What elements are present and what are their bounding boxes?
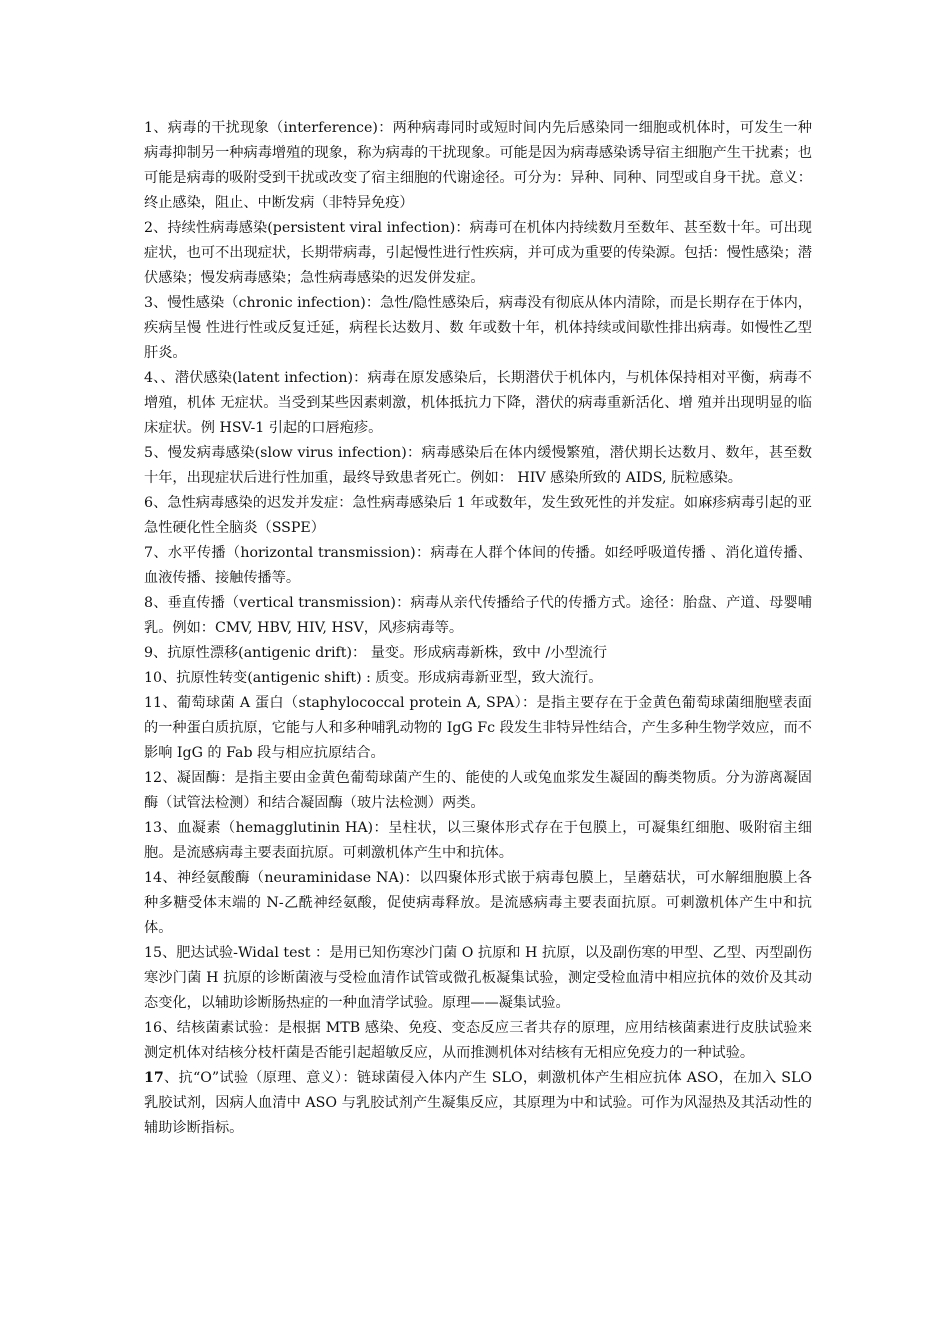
entry-text: 、病毒的干扰现象（interference)：两种病毒同时或短时间内先后感染同一细胞或机体时，可发生一种病毒抑制另一种病毒增殖的现象，称为病毒的干扰现象。可能是因为病毒感染诱导宿主细胞产生干扰素；也可能是病毒的吸附受到干扰或改变了宿主细胞的代谢途径。可分为：异种、同种、同型或自身干扰。意义：终止感染，阻止、中断发病（非特异免疫） xyxy=(144,120,812,211)
entry-number: 17 xyxy=(144,1070,164,1086)
entry-2 xyxy=(144,216,812,291)
entry-number: 12 xyxy=(144,770,163,786)
entry-number: 14 xyxy=(144,870,163,886)
entry-8 xyxy=(144,591,812,641)
entry-14 xyxy=(144,866,812,941)
entry-text: 、凝固酶：是指主要由金黄色葡萄球菌产生的、能使的人或兔血浆发生凝固的酶类物质。分为游离凝固酶（试管法检测）和结合凝固酶（玻片法检测）两类。 xyxy=(144,770,812,811)
entry-text: 、抗原性漂移(antigenic drift)： 量变。形成病毒新株，致中 /小型流行 xyxy=(153,645,608,661)
entry-number: 9 xyxy=(144,645,154,661)
entry-3 xyxy=(144,291,812,366)
entry-number: 13 xyxy=(144,820,163,836)
entry-number: 16 xyxy=(144,1020,163,1036)
entry-16 xyxy=(144,1016,812,1066)
entry-17 xyxy=(144,1066,812,1141)
entry-text: 、抗“O”试验（原理、意义）：链球菌侵入体内产生 SLO，刺激机体产生相应抗体 ASO，在加入 SLO 乳胶试剂，因病人血清中 ASO 与乳胶试剂产生凝集反应，其原理为中和试验。可作为风湿热及其活动性的辅助诊断指标。 xyxy=(144,1070,812,1136)
entry-text: 、肥达试验-Widal test ：是用已知伤寒沙门菌 O 抗原和 H 抗原，以及副伤寒的甲型、乙型、丙型副伤寒沙门菌 H 抗原的诊断菌液与受检血清作试管或微孔板凝集试验，测定受检血清中相应抗体的效价及其动态变化，以辅助诊断肠热症的一种血清学试验。原理——凝集试验。 xyxy=(144,945,812,1011)
entry-number: 6 xyxy=(144,495,154,511)
entry-text: 、抗原性转变(antigenic shift) : 质变。形成病毒新亚型，致大流行。 xyxy=(162,670,603,686)
entry-7 xyxy=(144,541,812,591)
entry-text: 、持续性病毒感染(persistent viral infection)：病毒可在机体内持续数月至数年、甚至数十年。可出现症状，也可不出现症状，长期带病毒，引起慢性进行性疾病，并可成为重要的传染源。包括：慢性感染；潜伏感染；慢发病毒感染；急性病毒感染的迟发併发症。 xyxy=(144,220,812,286)
entry-text: 、、潜伏感染(latent infection)：病毒在原发感染后，长期潜伏于机体内，与机体保持相对平衡，病毒不增殖，机体 无症状。当受到某些因素刺激，机体抵抗力下降，潜伏的病毒重新活化、增 殖并出现明显的临床症状。例 HSV-1 引起的口唇疱疹。 xyxy=(144,370,812,436)
entry-text: 、结核菌素试验：是根据 MTB 感染、免疫、变态反应三者共存的原理，应用结核菌素进行皮肤试验来测定机体对结核分枝杆菌是否能引起超敏反应，从而推测机体对结核有无相应免疫力的一种试验。 xyxy=(144,1020,812,1061)
entry-number: 4 xyxy=(144,370,154,386)
entry-11 xyxy=(144,691,812,766)
entry-number: 8 xyxy=(144,595,154,611)
entry-5 xyxy=(144,441,812,491)
entry-text: 、垂直传播（vertical transmission)：病毒从亲代传播给子代的传播方式。途径：胎盘、产道、母婴哺乳。例如：CMV, HBV, HIV, HSV，风疹病毒等。 xyxy=(144,595,812,636)
entry-text: 、葡萄球菌 A 蛋白（staphylococcal protein A, SPA）：是指主要存在于金黄色葡萄球菌细胞壁表面的一种蛋白质抗原，它能与人和多种哺乳动物的 IgG Fc 段发生非特异性结合，产生多种生物学效应，而不影响 IgG 的 Fab 段与相应抗原结合。 xyxy=(144,695,812,761)
entry-number: 5 xyxy=(144,445,154,461)
entry-number: 15 xyxy=(144,945,163,961)
entry-number: 11 xyxy=(144,695,163,711)
entry-13 xyxy=(144,816,812,866)
entry-number: 2 xyxy=(144,220,154,236)
entry-number: 3 xyxy=(144,295,154,311)
entry-12 xyxy=(144,766,812,816)
entry-number: 1 xyxy=(144,120,154,136)
entry-15 xyxy=(144,941,812,1016)
entry-text: 、血凝素（hemagglutinin HA)：呈柱状，以三聚体形式存在于包膜上，可凝集红细胞、吸附宿主细胞。是流感病毒主要表面抗原。可刺激机体产生中和抗体。 xyxy=(144,820,812,861)
entry-6 xyxy=(144,491,812,541)
entry-4 xyxy=(144,366,812,441)
entry-text: 、急性病毒感染的迟发并发症：急性病毒感染后 1 年或数年，发生致死性的并发症。如麻疹病毒引起的亚急性硬化性全脑炎（SSPE） xyxy=(144,495,812,536)
entry-1 xyxy=(144,116,812,216)
entry-text: 、水平传播（horizontal transmission)：病毒在人群个体间的传播。如经呼吸道传播 、消化道传播、血液传播、接触传播等。 xyxy=(144,545,812,586)
entry-text: 、慢性感染（chronic infection)：急性/隐性感染后，病毒没有彻底从体内清除，而是长期存在于体内，疾病呈慢 性进行性或反复迁延，病程长达数月、数 年或数十年，机体持续或间歇性排出病毒。如慢性乙型肝炎。 xyxy=(144,295,812,361)
entry-9 xyxy=(144,641,812,666)
entry-10 xyxy=(144,666,812,691)
entry-text: 、神经氨酸酶（neuraminidase NA)：以四聚体形式嵌于病毒包膜上，呈蘑菇状，可水解细胞膜上各种多糖受体末端的 N-乙酰神经氨酸，促使病毒释放。是流感病毒主要表面抗原。可刺激机体产生中和抗体。 xyxy=(144,870,812,936)
entry-text: 、慢发病毒感染(slow virus infection)：病毒感染后在体内缓慢繁殖，潜伏期长达数月、数年，甚至数十年，出现症状后进行性加重，最终导致患者死亡。例如： HIV 感染所致的 AIDS, 朊粒感染。 xyxy=(144,445,812,486)
entry-number: 10 xyxy=(144,670,163,686)
document-body xyxy=(144,116,812,1141)
entry-number: 7 xyxy=(144,545,154,561)
